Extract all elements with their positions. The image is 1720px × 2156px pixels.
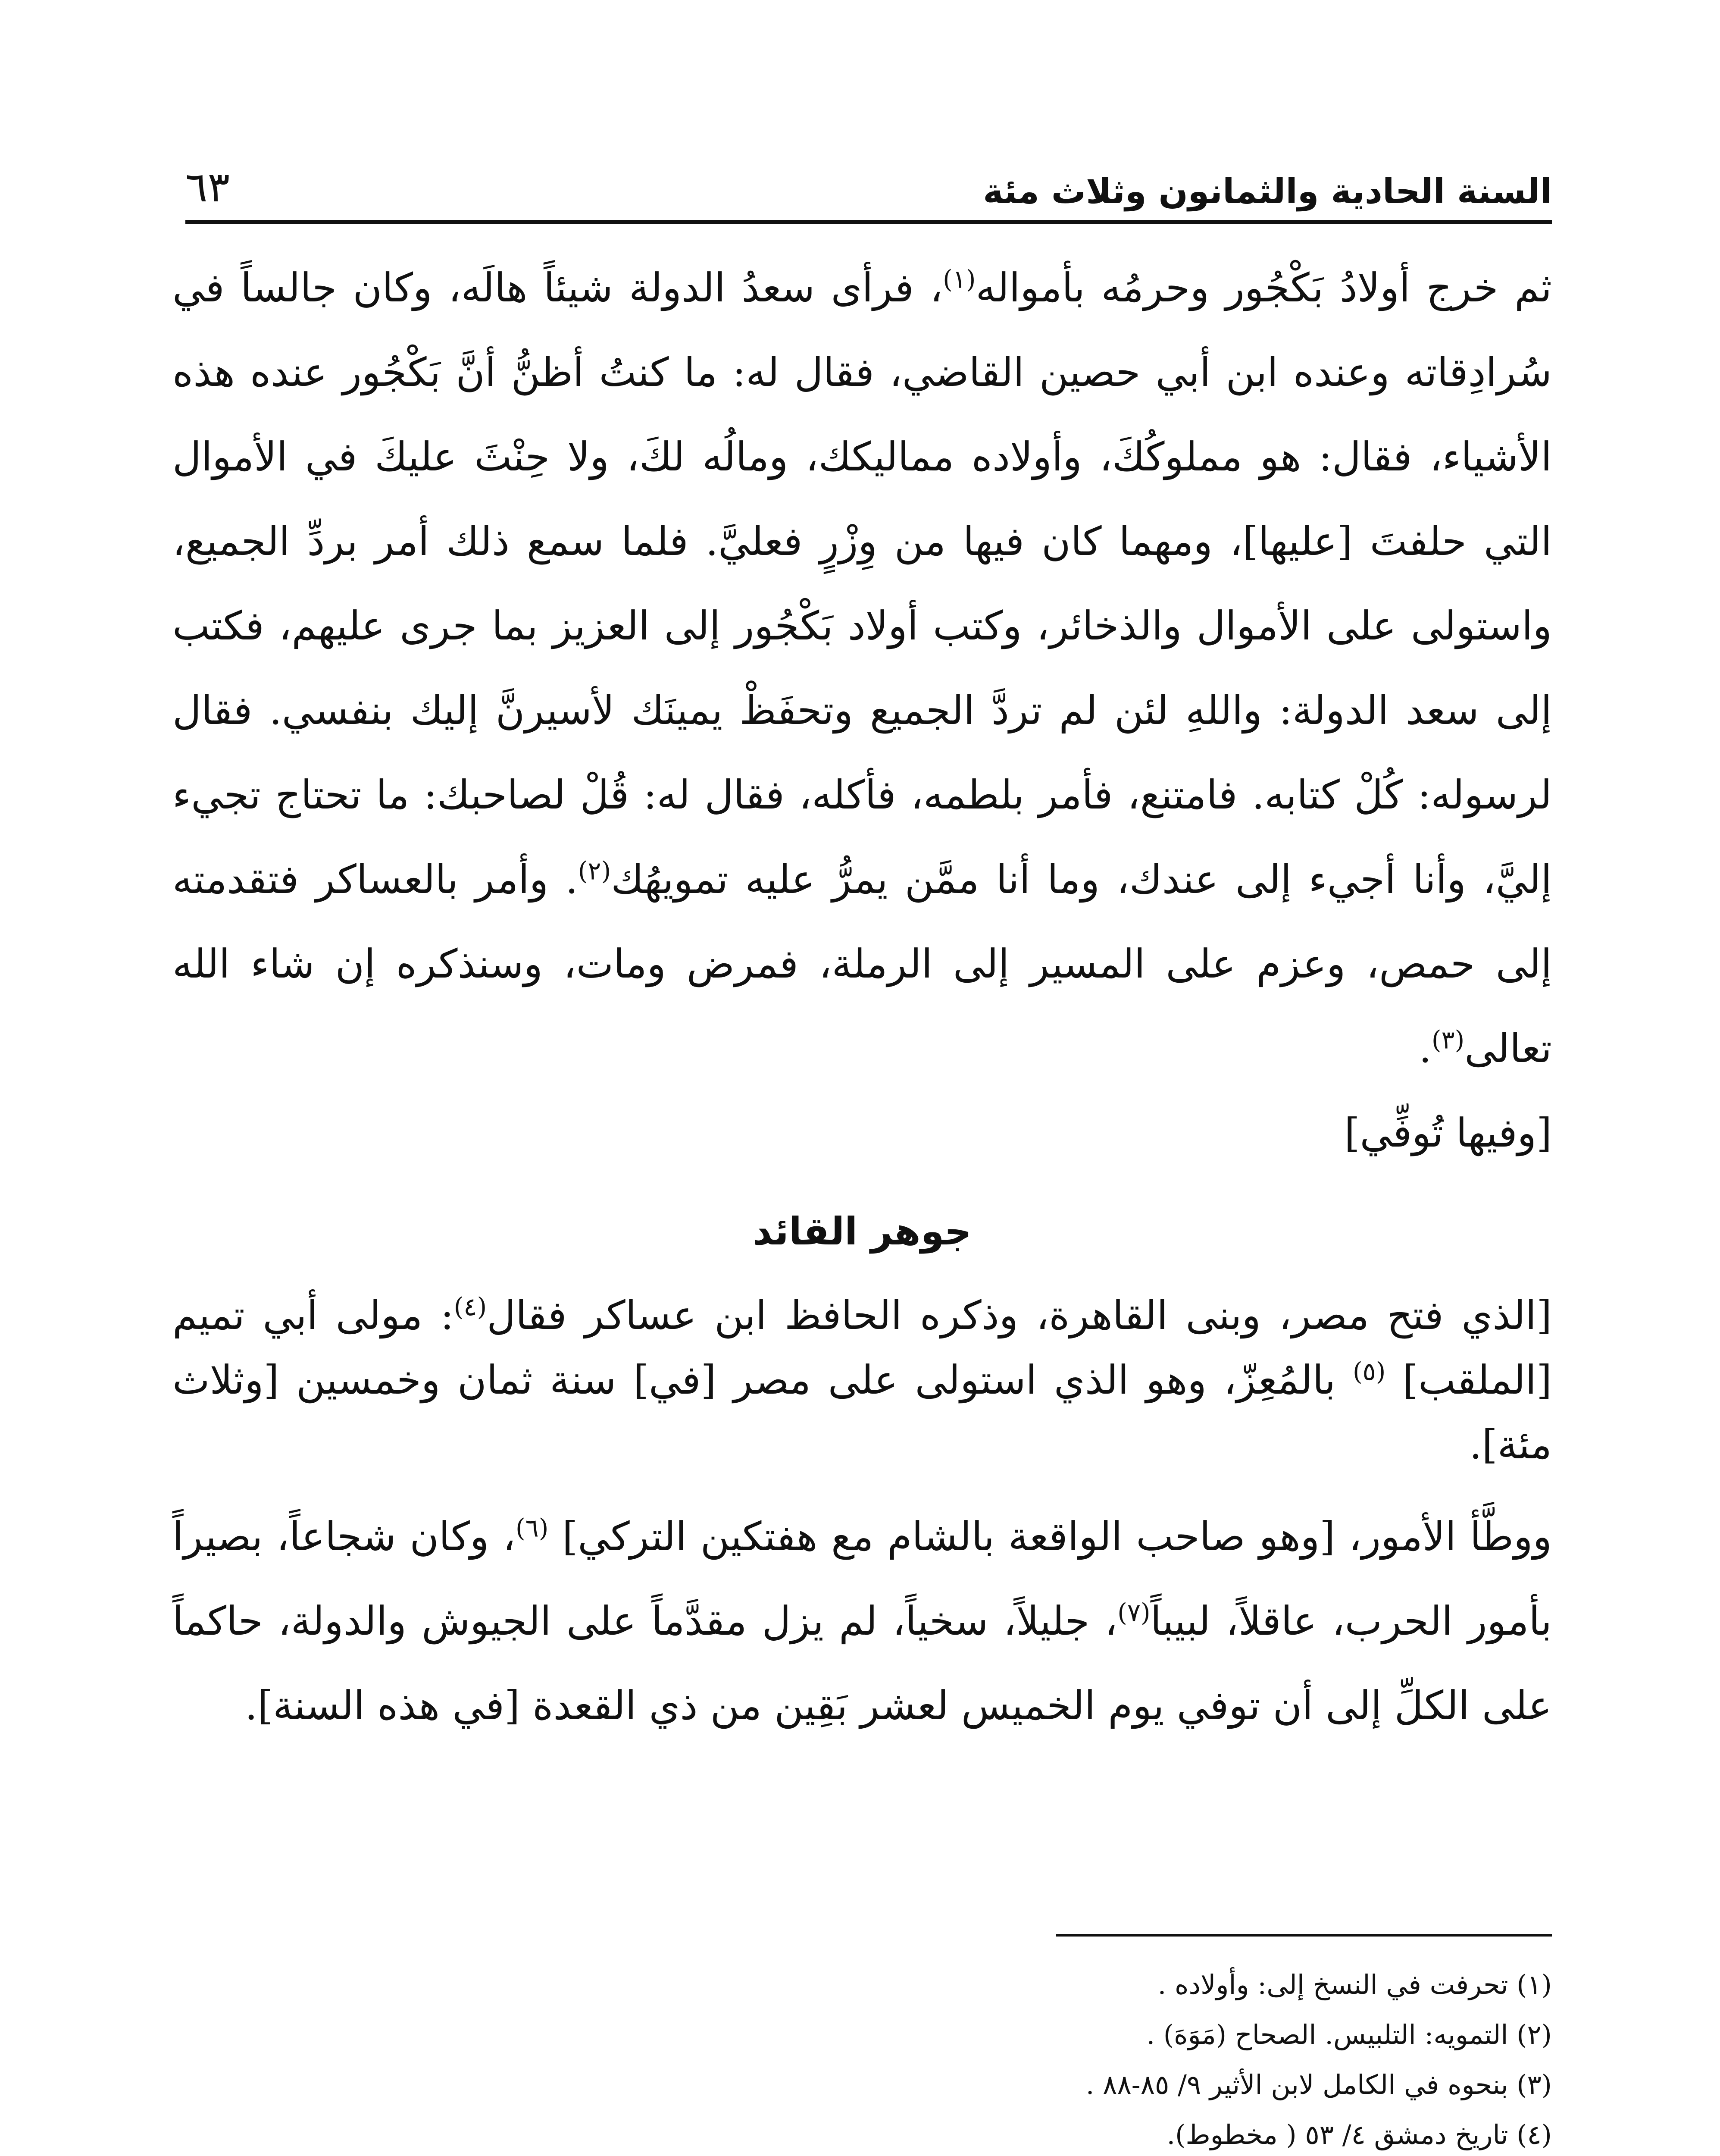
text-run: بالمُعِزّ، وهو الذي استولى على مصر [في] سنة ثمان وخمسين [وثلاث مئة]. (172, 1357, 1552, 1468)
subheading: [وفيها تُوفِّي] (1344, 1110, 1552, 1156)
footnote-mark: (٢) (578, 856, 611, 886)
footnote-mark: (٣) (1431, 1025, 1465, 1055)
footnote-mark: (٦) (515, 1513, 549, 1543)
page-header (185, 142, 1552, 211)
text-run: ، وكان شجاعاً، بصيراً بأمور الحرب، عاقلاً، لبيباً (172, 1514, 1552, 1644)
running-title: السنة الحادية والثمانون وثلاث مئة (983, 171, 1552, 211)
footnotes (185, 1960, 1552, 2156)
bio-paragraph-2 (172, 1495, 1552, 1748)
footnote: (٣) بنحوه في الكامل لابن الأثير ٩/ ٨٥-٨٨ . (1085, 2069, 1552, 2100)
footnote: (٢) التمويه: التلبيس. الصحاح (مَوَهَ) . (1146, 2019, 1552, 2050)
footnote: (٤) تاريخ دمشق ٤/ ٥٣ ( مخطوط). (1166, 2119, 1552, 2150)
text-run: [الذي فتح مصر، وبنى القاهرة، وذكره الحافظ ابن عساكر فقال (487, 1292, 1552, 1338)
text-run: ، فرأى سعدُ الدولة شيئاً هالَه، وكان جالساً في سُرادِقاته وعنده ابن أبي حصين القاضي، فقال له: ما كنتُ أظنُّ أنَّ بَكْجُور عنده هذه الأشياء، فقال: هو مملوكُكَ، وأولاده مماليكك، ومالُه لكَ، ولا حِنْثَ عليكَ في الأموال التي حلفتَ [عليها]، ومهما كان فيها من وِزْرٍ فعليَّ. فلما سمع ذلك أمر بردِّ الجميع، واستولى على الأموال والذخائر، وكتب أولاد بَكْجُور إلى العزيز بما جرى عليهم، فكتب إلى سعد الدولة: واللهِ لئن لم تردَّ الجميع وتحفَظْ يمينَك لأسيرنَّ إليك بنفسي. فقال لرسوله: كُلْ كتابه. فامتنع، فأمر بلطمه، فأكله، فقال له: قُلْ لصاحبك: ما تحتاج تجيء إليَّ، وأنا أجيء إلى عندك، وما أنا ممَّن يمرُّ عليه تمويهُك (172, 265, 1552, 903)
footnote-mark: (٤) (453, 1292, 487, 1322)
text-run: ، جليلاً، سخياً، لم يزل مقدَّماً على الجيوش والدولة، حاكماً على الكلِّ إلى أن توفي يوم الخميس لعشر بَقِين من ذي القعدة [في هذه السنة]. (172, 1598, 1552, 1729)
bio-paragraph-1 (172, 1283, 1552, 1477)
footnote-mark: (١) (943, 264, 976, 294)
text-run: : مولى أبي تميم [الملقب] (172, 1292, 1552, 1403)
page-number: ٦٣ (185, 163, 230, 211)
footnote: (١) تحرفت في النسخ إلى: وأولاده . (1157, 1969, 1552, 2000)
section-title: جوهر القائد (752, 1209, 972, 1253)
text-run: ووطَّأ الأمور، [وهو صاحب الواقعة بالشام مع هفتكين التركي] (548, 1514, 1552, 1560)
footnote-mark: (٧) (1117, 1598, 1151, 1627)
text-run: ثم خرج أولادُ بَكْجُور وحرمُه بأمواله (976, 265, 1552, 311)
main-text (172, 246, 1552, 1748)
text-run: . (1419, 1025, 1432, 1072)
footnote-mark: (٥) (1352, 1357, 1386, 1386)
footnote-rule (1056, 1934, 1552, 1937)
header-rule (185, 220, 1552, 224)
text-run: . وأمر بالعساكر فتقدمته إلى حمص، وعزم على المسير إلى الرملة، فمرض ومات، وسنذكره إن شاء الله تعالى (172, 856, 1552, 1072)
paragraph-main (172, 246, 1552, 1091)
